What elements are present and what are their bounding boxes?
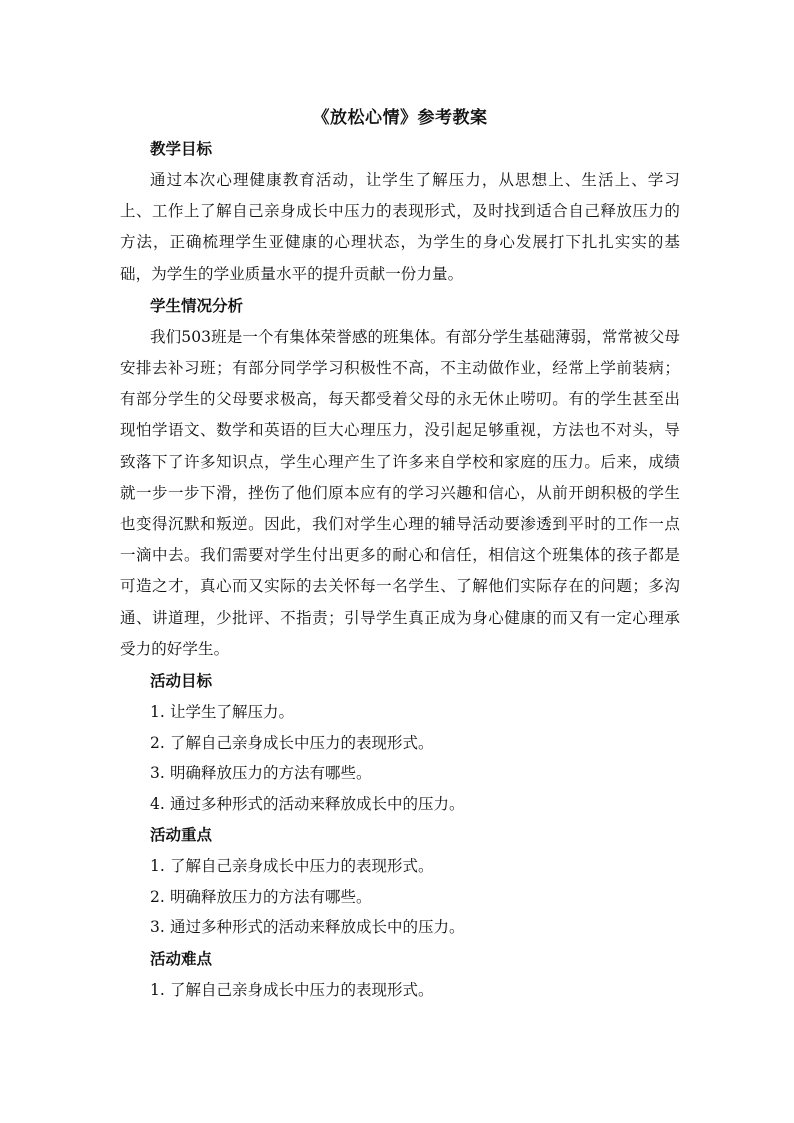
- list-item-text: 明确释放压力的方法有哪些。: [170, 887, 372, 906]
- section-student-analysis: [120, 290, 680, 665]
- section-activity-goals: [120, 665, 680, 819]
- section-heading: 学生情况分析: [150, 295, 244, 315]
- list-item: [120, 882, 680, 913]
- list-item-text: 了解自己亲身成长中压力的表现形式。: [170, 857, 434, 876]
- section-paragraph: 我们503班是一个有集体荣誉感的班集体。有部分学生基础薄弱，常常被父母安排去补习班；有部分同学学习积极性不高，不主动做作业，经常上学前装病；有部分学生的父母要求极高，每天都受着父母的永无休止唠叨。有的学生甚至出现怕学语文、数学和英语的巨大心理压力，没引起足够重视，方法也不对头，导致落下了许多知识点，学生心理产生了许多来自学校和家庭的压力。后来，成绩就一步一步下滑，挫伤了他们原本应有的学习兴趣和信心，从前开朗积极的学生也变得沉默和叛逆。因此，我们对学生心理的辅导活动要渗透到平时的工作一点一滴中去。我们需要对学生付出更多的耐心和信任，相信这个班集体的孩子都是可造之才，真心而又实际的去关怀每一名学生、了解他们实际存在的问题；多沟通、讲道理，少批评、不指责；引导学生真正成为身心健康的而又有一定心理承受力的好学生。: [120, 327, 680, 658]
- section-teaching-goals: [120, 133, 680, 290]
- list-item-number: 1.: [150, 703, 165, 722]
- activity-difficulties-list: [120, 975, 680, 1006]
- section-heading: 活动难点: [150, 948, 213, 968]
- list-item: [120, 789, 680, 820]
- list-item: [120, 975, 680, 1006]
- list-item: [120, 697, 680, 728]
- list-item: [120, 728, 680, 759]
- section-heading: 活动重点: [150, 825, 213, 845]
- list-item-text: 通过多种形式的活动来释放成长中的压力。: [170, 794, 465, 813]
- list-item-text: 了解自己亲身成长中压力的表现形式。: [170, 980, 434, 999]
- section-heading: 教学目标: [150, 139, 213, 158]
- list-item: [120, 758, 680, 789]
- list-item-number: 1.: [150, 980, 165, 999]
- list-item-number: 4.: [150, 794, 165, 813]
- list-item-number: 1.: [150, 857, 165, 876]
- list-item-number: 3.: [150, 918, 165, 937]
- list-item-text: 通过多种形式的活动来释放成长中的压力。: [170, 918, 465, 937]
- list-item-text: 了解自己亲身成长中压力的表现形式。: [170, 733, 434, 752]
- section-paragraph: 通过本次心理健康教育活动，让学生了解压力，从思想上、生活上、学习上、工作上了解自己亲身成长中压力的表现形式，及时找到适合自己释放压力的方法，正确梳理学生亚健康的心理状态，为学生的身心发展打下扎扎实实的基础，为学生的学业质量水平的提升贡献一份力量。: [120, 171, 680, 283]
- document-title: 《放松心情》参考教案: [312, 108, 488, 128]
- list-item-number: 2.: [150, 887, 165, 906]
- list-item-text: 明确释放压力的方法有哪些。: [170, 764, 372, 783]
- section-activity-key-points: [120, 819, 680, 943]
- list-item-number: 3.: [150, 764, 165, 783]
- list-item-text: 让学生了解压力。: [170, 703, 295, 722]
- activity-key-points-list: [120, 851, 680, 943]
- list-item: [120, 912, 680, 943]
- list-item: [120, 851, 680, 882]
- section-activity-difficulties: [120, 943, 680, 1006]
- list-item-number: 2.: [150, 733, 165, 752]
- document-page: [120, 103, 680, 1005]
- section-heading: 活动目标: [150, 671, 213, 691]
- activity-goals-list: [120, 697, 680, 819]
